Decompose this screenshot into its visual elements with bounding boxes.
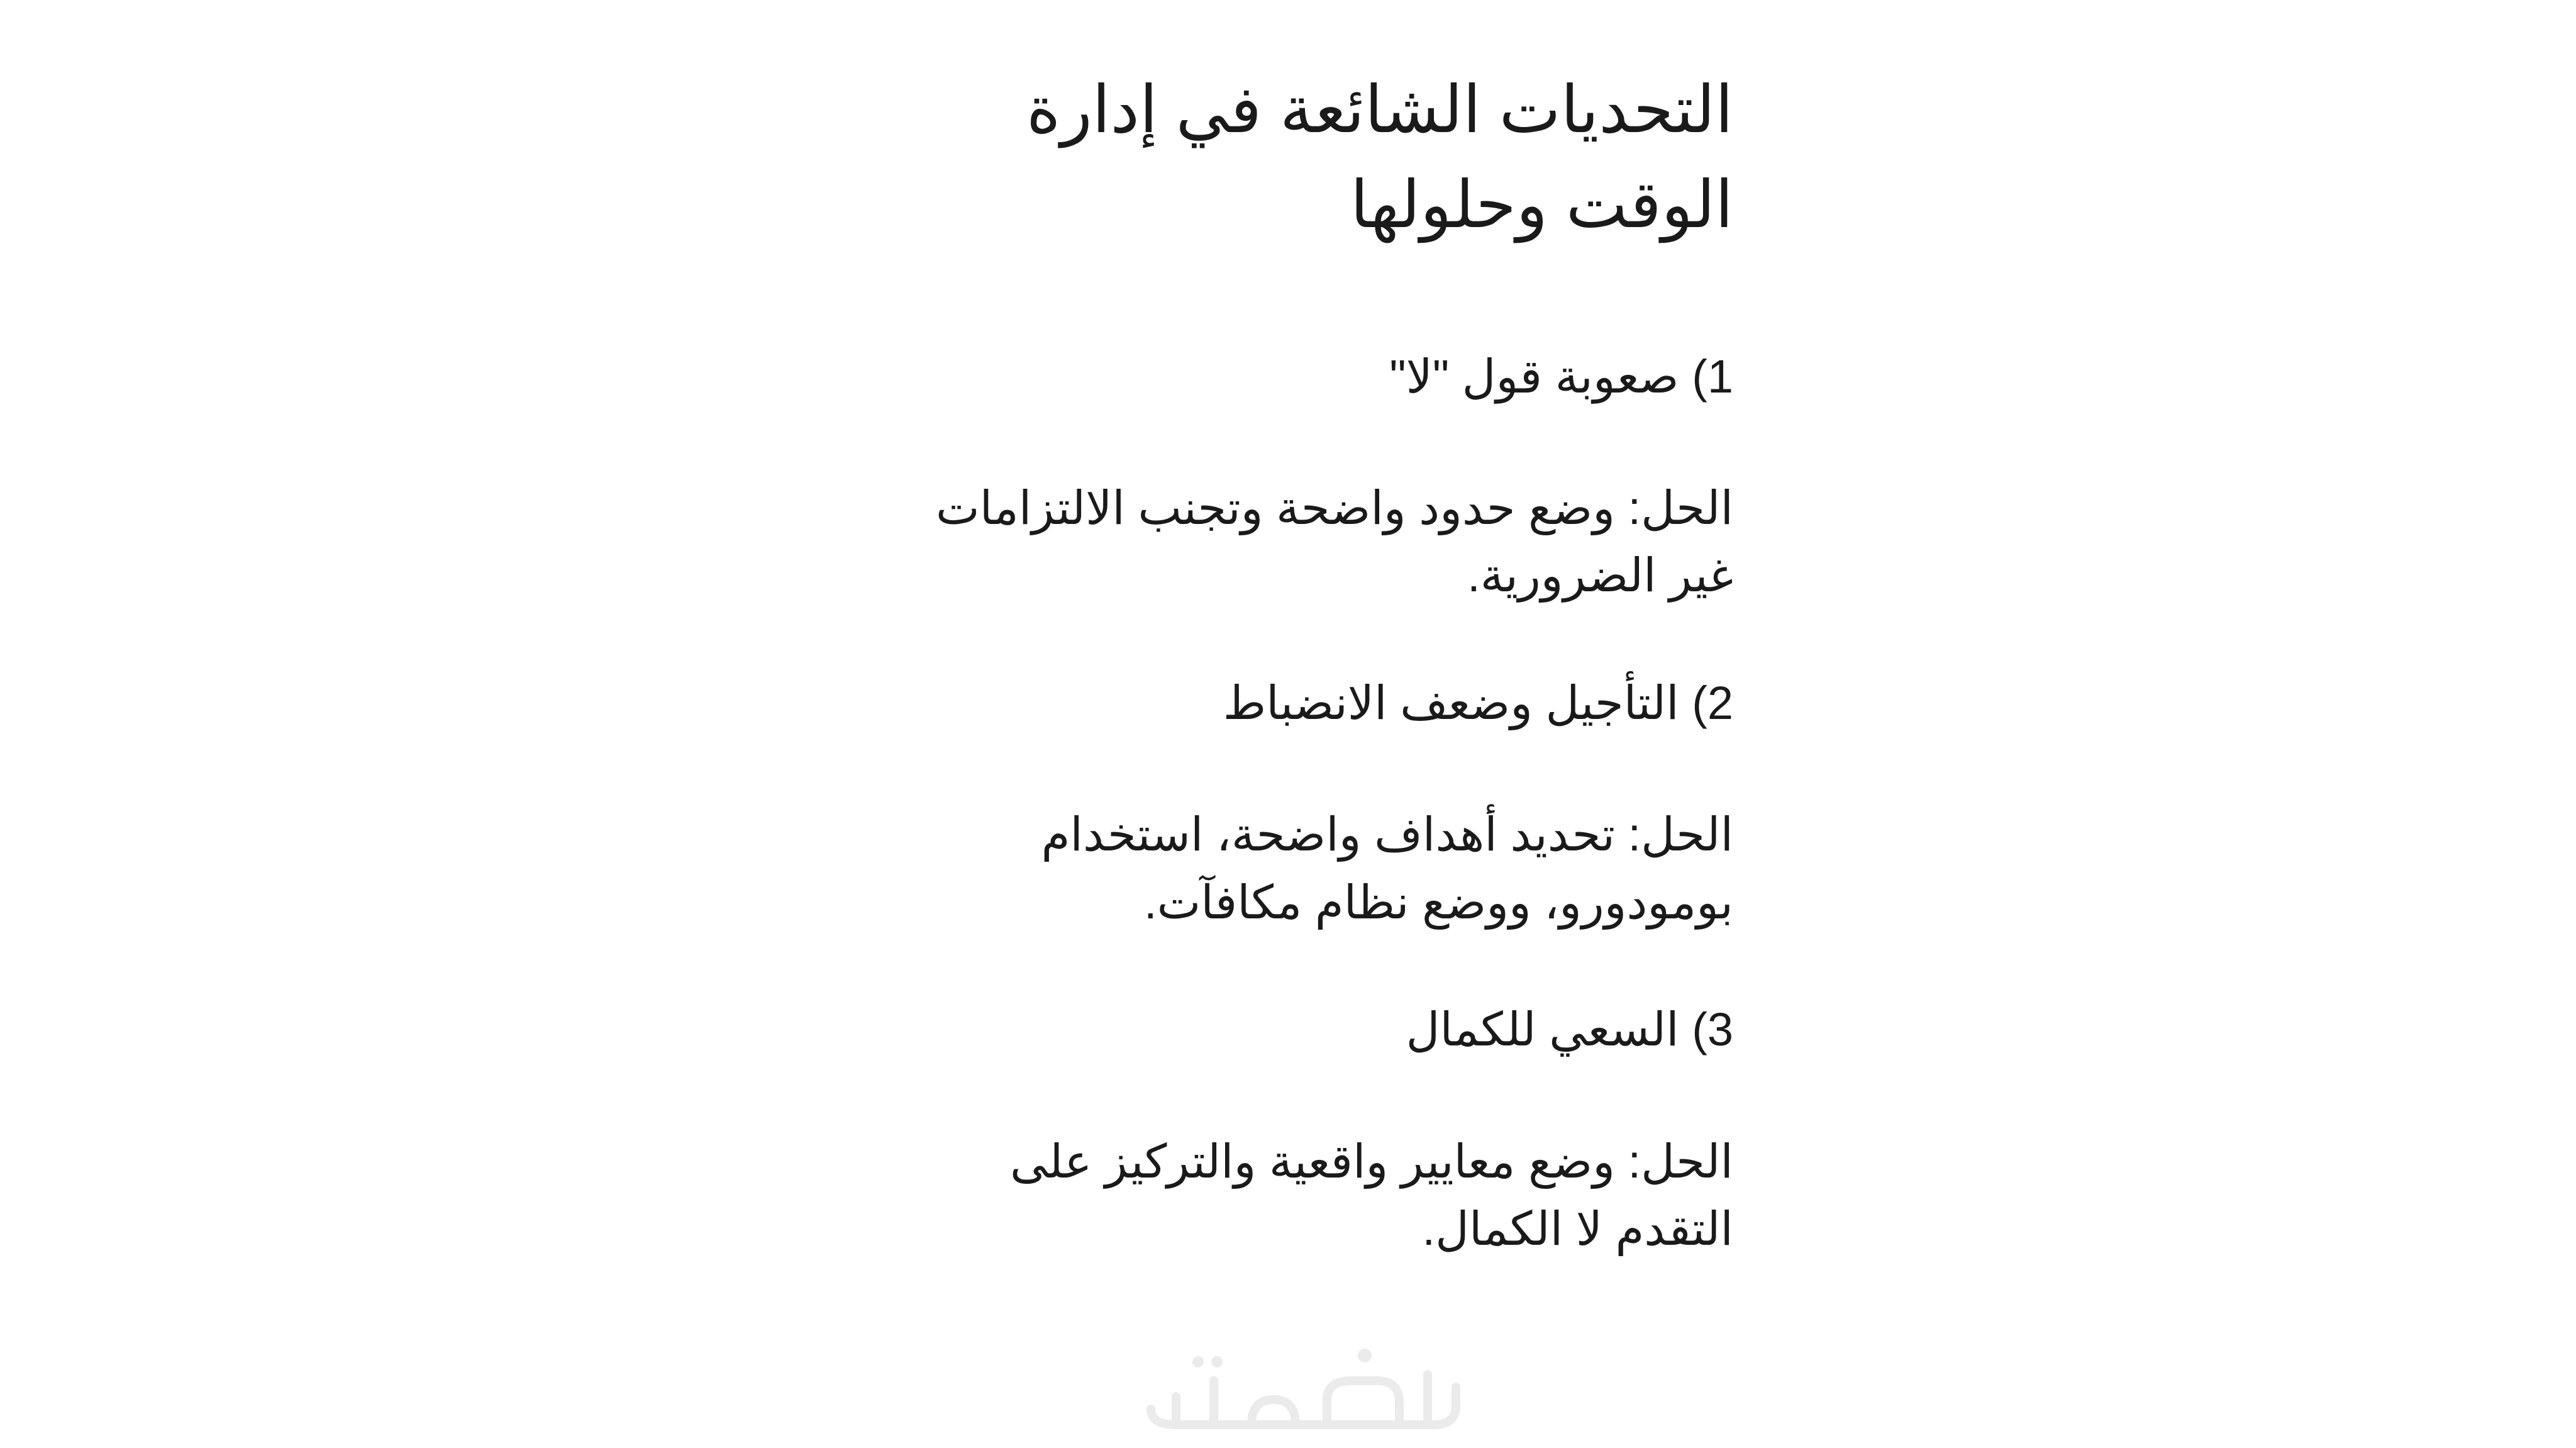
section-1 [853,344,1733,610]
section-heading: 2) التأجيل وضعف الانضباط [1223,676,1733,729]
section-solution: الحل: وضع معايير واقعية والتركيز على التقدم لا الكمال. [1010,1135,1733,1255]
page-title: التحديات الشائعة في إدارة الوقت وحلولها [1026,74,1733,242]
section-solution: الحل: تحديد أهداف واضحة، استخدام بومودورو، ووضع نظام مكافآت. [1041,808,1733,928]
section-solution: الحل: وضع حدود واضحة وتجنب الالتزامات غير الضرورية. [935,482,1733,602]
document-body [853,63,1733,1262]
section-heading: 1) صعوبة قول "لا" [1389,350,1733,403]
watermark-logo-icon [1138,1337,1465,1437]
section-2 [853,671,1733,936]
section-heading: 3) السعي للكمال [1406,1003,1733,1055]
section-3 [853,997,1733,1262]
